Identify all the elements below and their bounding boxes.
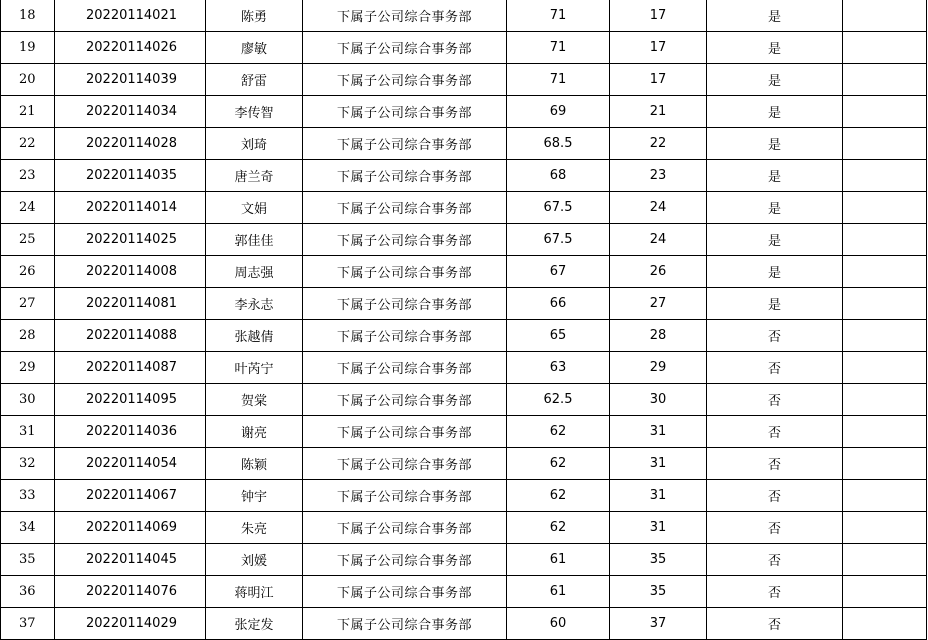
candidate-name-cell: 唐兰奇 bbox=[206, 160, 303, 192]
department-cell: 下属子公司综合事务部 bbox=[303, 384, 507, 416]
exam-id-cell: 20220114021 bbox=[55, 0, 206, 32]
table-row bbox=[1, 64, 927, 96]
empty-cell bbox=[843, 544, 927, 576]
rank-cell: 21 bbox=[610, 96, 707, 128]
candidate-name-cell: 陈颖 bbox=[206, 448, 303, 480]
pass-status-cell: 否 bbox=[707, 576, 843, 608]
score-cell: 62.5 bbox=[507, 384, 610, 416]
department-cell: 下属子公司综合事务部 bbox=[303, 192, 507, 224]
empty-cell bbox=[843, 224, 927, 256]
candidate-name-cell: 贺棠 bbox=[206, 384, 303, 416]
rank-cell: 24 bbox=[610, 224, 707, 256]
table-row bbox=[1, 544, 927, 576]
exam-id-cell: 20220114034 bbox=[55, 96, 206, 128]
score-cell: 67.5 bbox=[507, 224, 610, 256]
rank-cell: 24 bbox=[610, 192, 707, 224]
row-number-cell: 23 bbox=[1, 160, 55, 192]
table-row bbox=[1, 192, 927, 224]
department-cell: 下属子公司综合事务部 bbox=[303, 288, 507, 320]
row-number-cell: 25 bbox=[1, 224, 55, 256]
department-cell: 下属子公司综合事务部 bbox=[303, 448, 507, 480]
row-number-cell: 37 bbox=[1, 608, 55, 640]
department-cell: 下属子公司综合事务部 bbox=[303, 128, 507, 160]
department-cell: 下属子公司综合事务部 bbox=[303, 576, 507, 608]
candidate-name-cell: 张定发 bbox=[206, 608, 303, 640]
pass-status-cell: 否 bbox=[707, 320, 843, 352]
score-cell: 62 bbox=[507, 416, 610, 448]
table-row bbox=[1, 96, 927, 128]
pass-status-cell: 是 bbox=[707, 288, 843, 320]
pass-status-cell: 否 bbox=[707, 480, 843, 512]
row-number-cell: 21 bbox=[1, 96, 55, 128]
exam-id-cell: 20220114069 bbox=[55, 512, 206, 544]
table-row bbox=[1, 160, 927, 192]
department-cell: 下属子公司综合事务部 bbox=[303, 0, 507, 32]
score-cell: 68 bbox=[507, 160, 610, 192]
exam-id-cell: 20220114028 bbox=[55, 128, 206, 160]
empty-cell bbox=[843, 352, 927, 384]
row-number-cell: 32 bbox=[1, 448, 55, 480]
exam-id-cell: 20220114025 bbox=[55, 224, 206, 256]
table-row bbox=[1, 480, 927, 512]
exam-id-cell: 20220114029 bbox=[55, 608, 206, 640]
row-number-cell: 34 bbox=[1, 512, 55, 544]
pass-status-cell: 是 bbox=[707, 128, 843, 160]
pass-status-cell: 否 bbox=[707, 384, 843, 416]
row-number-cell: 19 bbox=[1, 32, 55, 64]
rank-cell: 31 bbox=[610, 480, 707, 512]
table-row bbox=[1, 608, 927, 640]
pass-status-cell: 是 bbox=[707, 160, 843, 192]
rank-cell: 35 bbox=[610, 576, 707, 608]
rank-cell: 17 bbox=[610, 0, 707, 32]
empty-cell bbox=[843, 320, 927, 352]
pass-status-cell: 是 bbox=[707, 224, 843, 256]
department-cell: 下属子公司综合事务部 bbox=[303, 416, 507, 448]
rank-cell: 30 bbox=[610, 384, 707, 416]
row-number-cell: 24 bbox=[1, 192, 55, 224]
exam-id-cell: 20220114014 bbox=[55, 192, 206, 224]
pass-status-cell: 否 bbox=[707, 352, 843, 384]
candidate-name-cell: 朱亮 bbox=[206, 512, 303, 544]
candidate-name-cell: 张越倩 bbox=[206, 320, 303, 352]
candidate-name-cell: 钟宇 bbox=[206, 480, 303, 512]
candidate-name-cell: 刘琦 bbox=[206, 128, 303, 160]
candidate-name-cell: 郭佳佳 bbox=[206, 224, 303, 256]
score-cell: 62 bbox=[507, 480, 610, 512]
score-cell: 63 bbox=[507, 352, 610, 384]
pass-status-cell: 是 bbox=[707, 32, 843, 64]
department-cell: 下属子公司综合事务部 bbox=[303, 224, 507, 256]
table-row bbox=[1, 128, 927, 160]
candidate-name-cell: 周志强 bbox=[206, 256, 303, 288]
candidate-name-cell: 谢亮 bbox=[206, 416, 303, 448]
score-cell: 67.5 bbox=[507, 192, 610, 224]
exam-id-cell: 20220114067 bbox=[55, 480, 206, 512]
row-number-cell: 20 bbox=[1, 64, 55, 96]
department-cell: 下属子公司综合事务部 bbox=[303, 512, 507, 544]
table-row bbox=[1, 32, 927, 64]
score-cell: 61 bbox=[507, 544, 610, 576]
pass-status-cell: 是 bbox=[707, 96, 843, 128]
empty-cell bbox=[843, 256, 927, 288]
score-cell: 71 bbox=[507, 64, 610, 96]
pass-status-cell: 否 bbox=[707, 416, 843, 448]
department-cell: 下属子公司综合事务部 bbox=[303, 96, 507, 128]
exam-id-cell: 20220114054 bbox=[55, 448, 206, 480]
empty-cell bbox=[843, 32, 927, 64]
table-row bbox=[1, 256, 927, 288]
exam-id-cell: 20220114088 bbox=[55, 320, 206, 352]
exam-id-cell: 20220114008 bbox=[55, 256, 206, 288]
empty-cell bbox=[843, 576, 927, 608]
candidate-name-cell: 刘媛 bbox=[206, 544, 303, 576]
row-number-cell: 18 bbox=[1, 0, 55, 32]
rank-cell: 27 bbox=[610, 288, 707, 320]
score-cell: 71 bbox=[507, 0, 610, 32]
department-cell: 下属子公司综合事务部 bbox=[303, 32, 507, 64]
table-row bbox=[1, 288, 927, 320]
pass-status-cell: 是 bbox=[707, 0, 843, 32]
department-cell: 下属子公司综合事务部 bbox=[303, 544, 507, 576]
empty-cell bbox=[843, 192, 927, 224]
department-cell: 下属子公司综合事务部 bbox=[303, 160, 507, 192]
table-row bbox=[1, 384, 927, 416]
table-row bbox=[1, 352, 927, 384]
table-row bbox=[1, 320, 927, 352]
empty-cell bbox=[843, 160, 927, 192]
table-row bbox=[1, 448, 927, 480]
pass-status-cell: 是 bbox=[707, 192, 843, 224]
exam-id-cell: 20220114095 bbox=[55, 384, 206, 416]
empty-cell bbox=[843, 288, 927, 320]
score-cell: 66 bbox=[507, 288, 610, 320]
rank-cell: 17 bbox=[610, 32, 707, 64]
table-row bbox=[1, 416, 927, 448]
row-number-cell: 30 bbox=[1, 384, 55, 416]
candidate-name-cell: 蒋明江 bbox=[206, 576, 303, 608]
rank-cell: 31 bbox=[610, 512, 707, 544]
candidate-name-cell: 廖敏 bbox=[206, 32, 303, 64]
exam-id-cell: 20220114045 bbox=[55, 544, 206, 576]
pass-status-cell: 是 bbox=[707, 64, 843, 96]
empty-cell bbox=[843, 448, 927, 480]
rank-cell: 35 bbox=[610, 544, 707, 576]
table-row bbox=[1, 0, 927, 32]
table-row bbox=[1, 512, 927, 544]
rank-cell: 28 bbox=[610, 320, 707, 352]
empty-cell bbox=[843, 96, 927, 128]
department-cell: 下属子公司综合事务部 bbox=[303, 64, 507, 96]
score-cell: 68.5 bbox=[507, 128, 610, 160]
pass-status-cell: 否 bbox=[707, 544, 843, 576]
rank-cell: 17 bbox=[610, 64, 707, 96]
rank-cell: 37 bbox=[610, 608, 707, 640]
pass-status-cell: 否 bbox=[707, 448, 843, 480]
score-cell: 67 bbox=[507, 256, 610, 288]
pass-status-cell: 是 bbox=[707, 256, 843, 288]
rank-cell: 31 bbox=[610, 448, 707, 480]
department-cell: 下属子公司综合事务部 bbox=[303, 352, 507, 384]
rank-cell: 23 bbox=[610, 160, 707, 192]
row-number-cell: 36 bbox=[1, 576, 55, 608]
row-number-cell: 33 bbox=[1, 480, 55, 512]
row-number-cell: 26 bbox=[1, 256, 55, 288]
row-number-cell: 29 bbox=[1, 352, 55, 384]
empty-cell bbox=[843, 480, 927, 512]
exam-id-cell: 20220114081 bbox=[55, 288, 206, 320]
rank-cell: 26 bbox=[610, 256, 707, 288]
row-number-cell: 27 bbox=[1, 288, 55, 320]
exam-id-cell: 20220114035 bbox=[55, 160, 206, 192]
empty-cell bbox=[843, 0, 927, 32]
score-cell: 65 bbox=[507, 320, 610, 352]
empty-cell bbox=[843, 384, 927, 416]
department-cell: 下属子公司综合事务部 bbox=[303, 480, 507, 512]
empty-cell bbox=[843, 608, 927, 640]
row-number-cell: 28 bbox=[1, 320, 55, 352]
exam-id-cell: 20220114039 bbox=[55, 64, 206, 96]
row-number-cell: 31 bbox=[1, 416, 55, 448]
empty-cell bbox=[843, 416, 927, 448]
candidate-name-cell: 陈勇 bbox=[206, 0, 303, 32]
row-number-cell: 35 bbox=[1, 544, 55, 576]
exam-id-cell: 20220114087 bbox=[55, 352, 206, 384]
row-number-cell: 22 bbox=[1, 128, 55, 160]
score-cell: 62 bbox=[507, 512, 610, 544]
rank-cell: 31 bbox=[610, 416, 707, 448]
department-cell: 下属子公司综合事务部 bbox=[303, 320, 507, 352]
table-body bbox=[1, 0, 927, 640]
candidate-name-cell: 李传智 bbox=[206, 96, 303, 128]
empty-cell bbox=[843, 512, 927, 544]
table-row bbox=[1, 224, 927, 256]
department-cell: 下属子公司综合事务部 bbox=[303, 256, 507, 288]
department-cell: 下属子公司综合事务部 bbox=[303, 608, 507, 640]
score-cell: 60 bbox=[507, 608, 610, 640]
candidate-name-cell: 文娟 bbox=[206, 192, 303, 224]
rank-cell: 22 bbox=[610, 128, 707, 160]
score-cell: 62 bbox=[507, 448, 610, 480]
score-cell: 69 bbox=[507, 96, 610, 128]
candidate-name-cell: 叶芮宁 bbox=[206, 352, 303, 384]
pass-status-cell: 否 bbox=[707, 512, 843, 544]
exam-id-cell: 20220114036 bbox=[55, 416, 206, 448]
rank-cell: 29 bbox=[610, 352, 707, 384]
empty-cell bbox=[843, 64, 927, 96]
score-cell: 61 bbox=[507, 576, 610, 608]
table-row bbox=[1, 576, 927, 608]
pass-status-cell: 否 bbox=[707, 608, 843, 640]
exam-id-cell: 20220114026 bbox=[55, 32, 206, 64]
score-cell: 71 bbox=[507, 32, 610, 64]
exam-id-cell: 20220114076 bbox=[55, 576, 206, 608]
candidate-name-cell: 李永志 bbox=[206, 288, 303, 320]
candidate-name-cell: 舒雷 bbox=[206, 64, 303, 96]
empty-cell bbox=[843, 128, 927, 160]
